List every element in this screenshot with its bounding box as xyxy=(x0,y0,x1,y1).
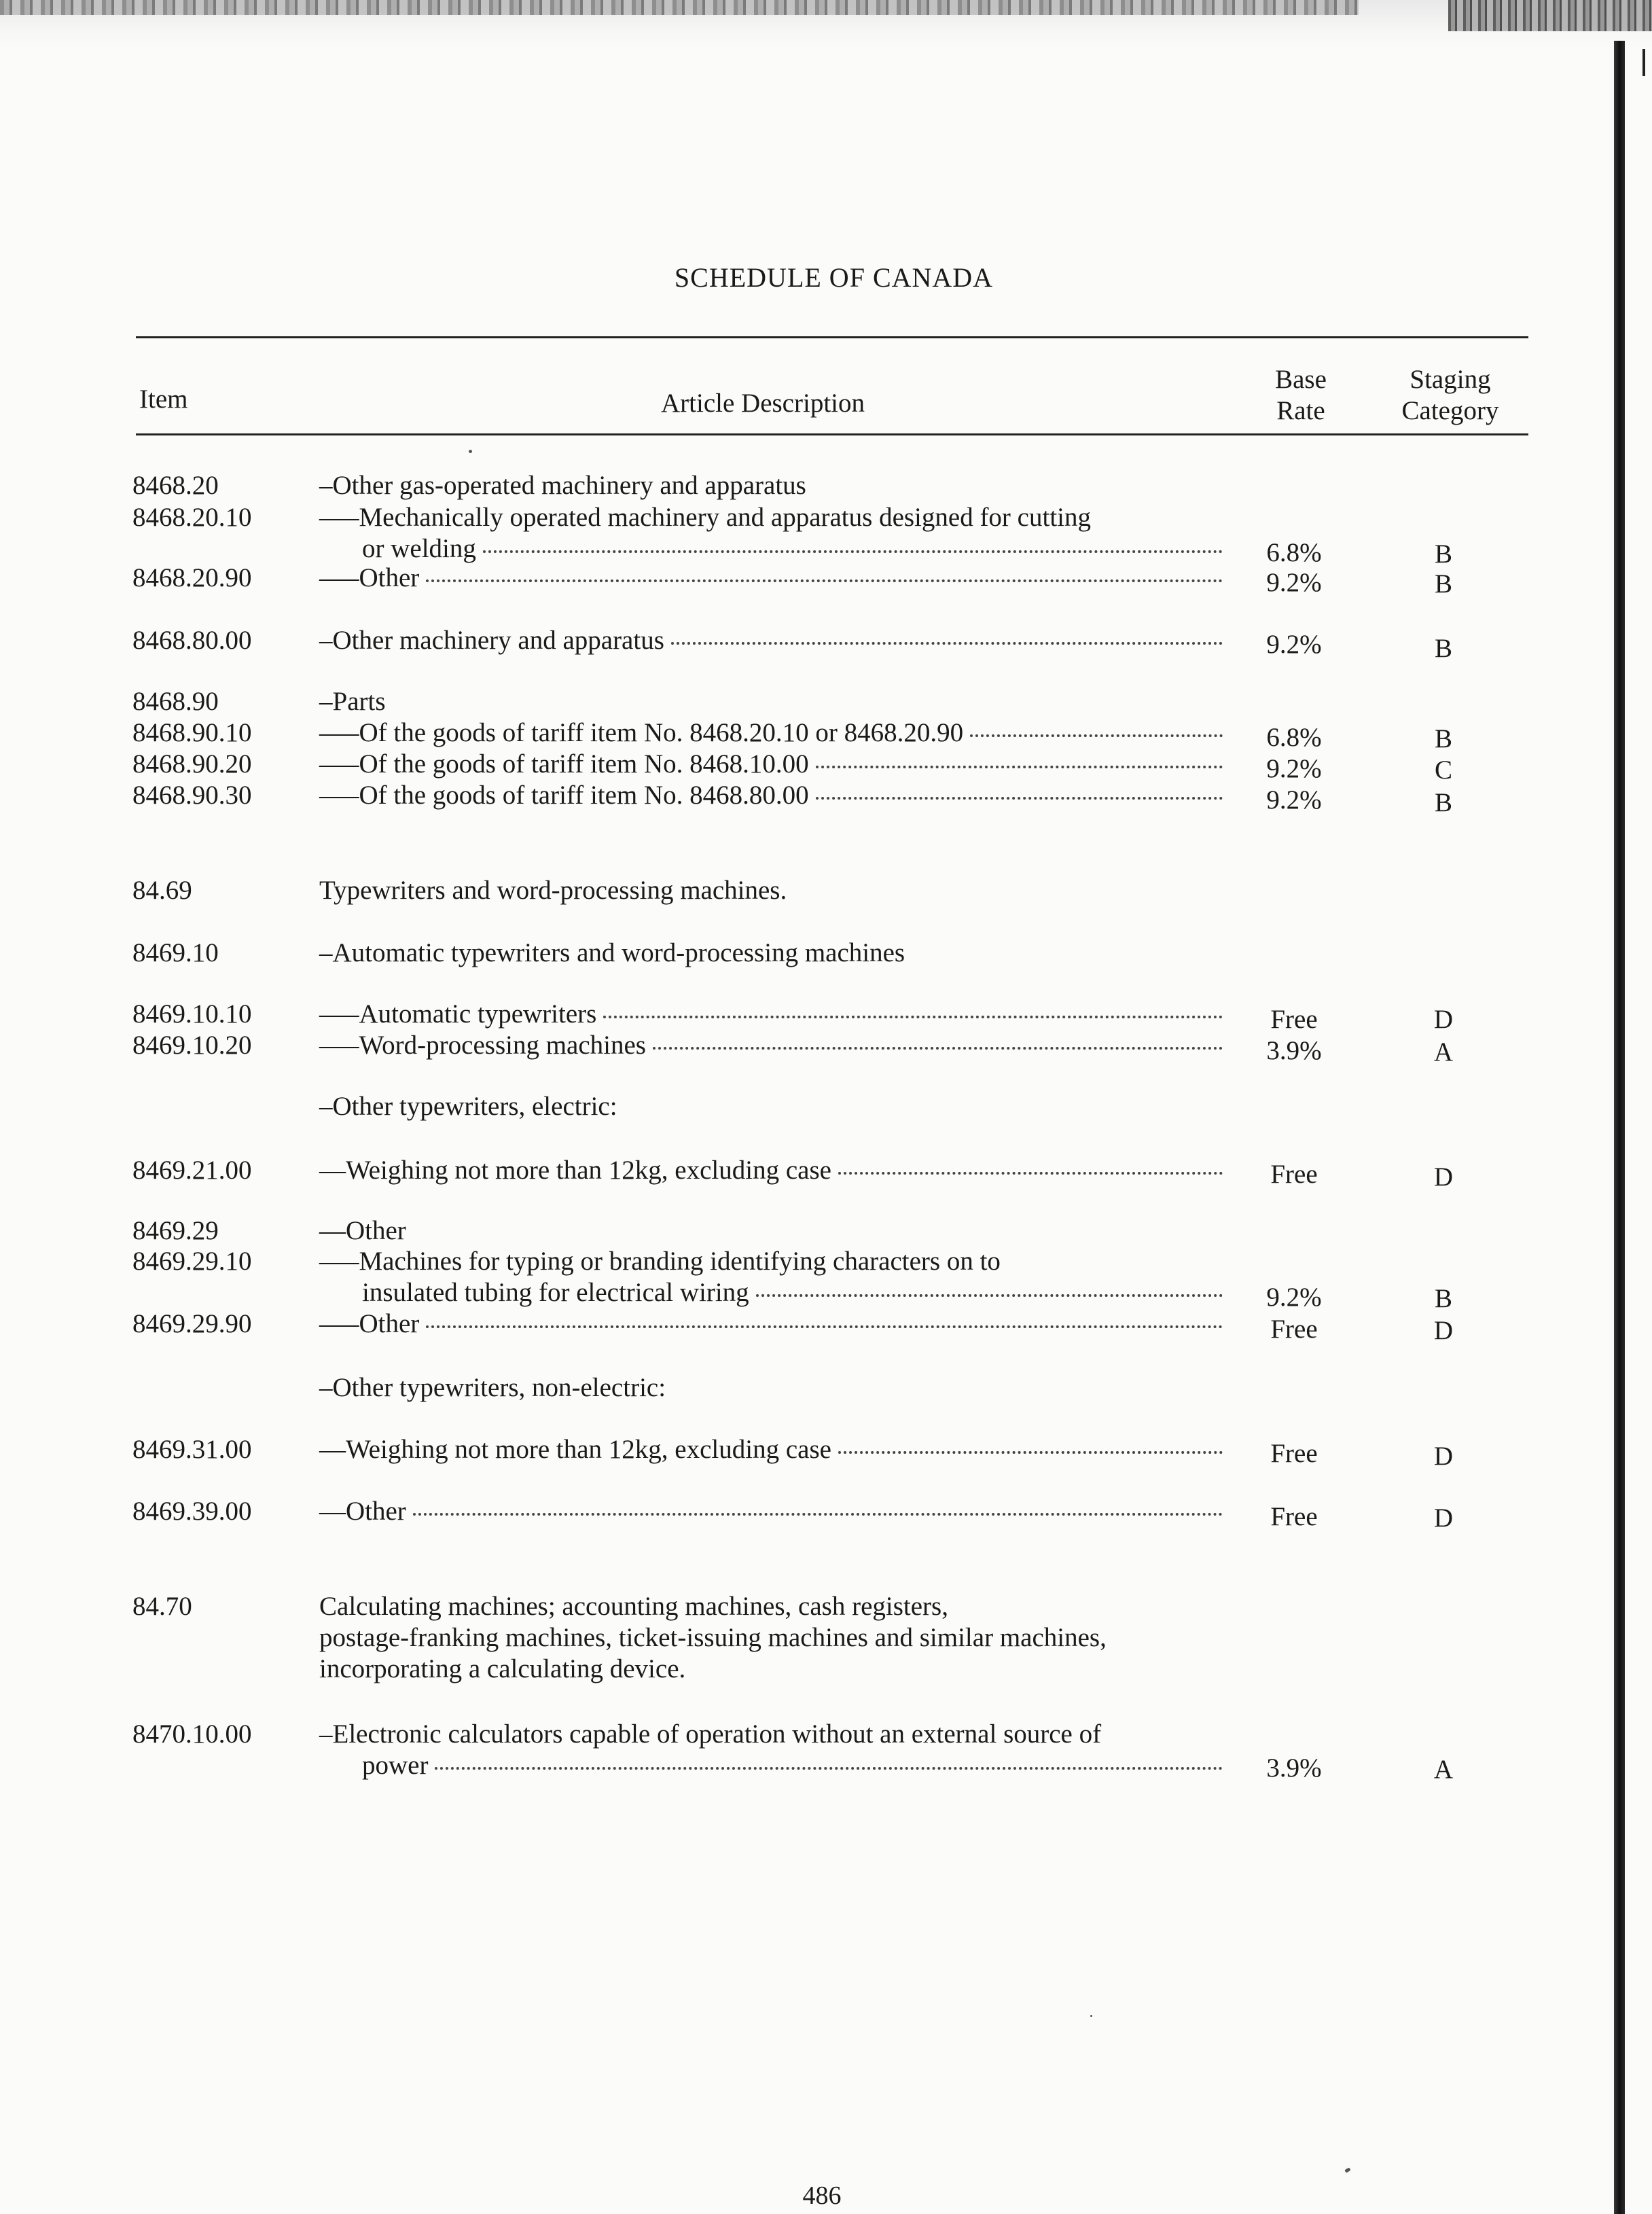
staging-category: B xyxy=(1434,569,1452,599)
description-line: ––Other xyxy=(319,1216,406,1245)
description-line: ––Weighing not more than 12kg, excluding case xyxy=(319,1435,831,1464)
staging-line1: Staging xyxy=(1409,365,1491,394)
item-code: 8468.20 xyxy=(132,471,219,500)
item-code: 8468.90.10 xyxy=(132,718,252,747)
base-rate: Free xyxy=(1270,1502,1318,1531)
article-description xyxy=(319,1091,1223,1122)
description-line: –––Of the goods of tariff item No. 8468.10.00 xyxy=(319,749,809,779)
item-code: 8470.10.00 xyxy=(132,1719,252,1749)
article-description xyxy=(319,1719,1223,1781)
item-code: 8469.10.20 xyxy=(132,1031,252,1060)
page-number: 486 xyxy=(802,2181,842,2210)
description-line: –––Of the goods of tariff item No. 8468.20.10 or 8468.20.90 xyxy=(319,718,964,747)
base-rate: Free xyxy=(1270,1439,1318,1468)
dot-leader xyxy=(970,732,1223,737)
staging-category: B xyxy=(1434,539,1452,569)
base-rate-line1: Base xyxy=(1275,365,1327,394)
staging-category: D xyxy=(1433,1442,1454,1471)
description-line: –Other gas-operated machinery and apparatus xyxy=(319,471,806,500)
article-description xyxy=(319,749,1223,780)
article-description xyxy=(319,502,1223,565)
item-code: 8469.29.10 xyxy=(132,1247,252,1276)
base-rate: 9.2% xyxy=(1266,785,1322,815)
article-description xyxy=(319,1372,1223,1404)
item-code: 8468.90.20 xyxy=(132,749,252,779)
base-rate: 9.2% xyxy=(1266,568,1322,597)
staging-category: A xyxy=(1433,1037,1454,1067)
dot-leader xyxy=(483,548,1223,553)
description-line: –––Mechanically operated machinery and apparatus designed for cutting xyxy=(319,503,1091,532)
description-line: –––Of the goods of tariff item No. 8468.80.00 xyxy=(319,781,809,810)
description-line: –––Machines for typing or branding identifying characters on to xyxy=(319,1247,1001,1276)
description-line: ––Other xyxy=(319,1497,406,1526)
article-description xyxy=(319,625,1223,656)
article-description xyxy=(319,1496,1223,1527)
article-description xyxy=(319,1030,1223,1061)
dot-leader xyxy=(838,1169,1223,1175)
item-code: 8468.90.30 xyxy=(132,781,252,810)
dot-leader xyxy=(838,1448,1223,1454)
article-description xyxy=(319,1591,1223,1685)
dot-leader xyxy=(426,1323,1223,1328)
base-rate: Free xyxy=(1270,1005,1318,1034)
description-line: or welding xyxy=(362,534,476,563)
dot-leader xyxy=(671,639,1223,645)
article-description xyxy=(319,686,1223,717)
article-description xyxy=(319,1155,1223,1186)
article-description xyxy=(319,875,1223,906)
description-line: power xyxy=(362,1751,429,1780)
description-line: –Parts xyxy=(319,687,386,716)
item-code: 8469.31.00 xyxy=(132,1435,252,1464)
article-description xyxy=(319,999,1223,1030)
dot-leader xyxy=(603,1013,1223,1018)
staging-category: D xyxy=(1433,1162,1454,1192)
item-code: 8469.29.90 xyxy=(132,1309,252,1338)
dot-leader xyxy=(816,763,1223,768)
item-code: 8468.90 xyxy=(132,687,219,716)
base-rate: Free xyxy=(1270,1160,1318,1189)
article-description xyxy=(319,938,1223,969)
description-line: –Automatic typewriters and word-processing machines xyxy=(319,938,905,967)
base-rate: 3.9% xyxy=(1266,1753,1322,1783)
staging-category: D xyxy=(1433,1005,1454,1034)
base-rate: 3.9% xyxy=(1266,1036,1322,1065)
description-line: Typewriters and word-processing machines. xyxy=(319,876,787,905)
staging-category: D xyxy=(1433,1503,1454,1533)
description-line: incorporating a calculating device. xyxy=(319,1654,686,1683)
base-rate: 9.2% xyxy=(1266,630,1322,659)
article-description xyxy=(319,1434,1223,1465)
dot-leader xyxy=(653,1044,1223,1050)
dot-leader xyxy=(426,577,1223,582)
staging-category: A xyxy=(1433,1755,1454,1784)
staging-category: B xyxy=(1434,634,1452,663)
staging-category: B xyxy=(1434,724,1452,753)
base-rate: 9.2% xyxy=(1266,754,1322,783)
item-code: 8469.39.00 xyxy=(132,1497,252,1526)
description-line: postage-franking machines, ticket-issuing machines and similar machines, xyxy=(319,1623,1107,1652)
item-code: 84.69 xyxy=(132,876,192,905)
description-line: ––Weighing not more than 12kg, excluding case xyxy=(319,1156,831,1185)
base-rate: 6.8% xyxy=(1266,723,1322,752)
staging-category: B xyxy=(1434,788,1452,817)
item-code: 8469.21.00 xyxy=(132,1156,252,1185)
description-line: –Other machinery and apparatus xyxy=(319,626,664,655)
article-description xyxy=(319,1215,1223,1247)
article-description xyxy=(319,717,1223,749)
item-code: 84.70 xyxy=(132,1592,192,1621)
item-code: 8468.20.90 xyxy=(132,563,252,592)
base-rate: Free xyxy=(1270,1315,1318,1344)
description-line: –Other typewriters, electric: xyxy=(319,1092,617,1121)
staging-category: B xyxy=(1434,1284,1452,1313)
dot-leader xyxy=(435,1764,1223,1770)
description-line: Calculating machines; accounting machines, cash registers, xyxy=(319,1592,948,1621)
dot-leader xyxy=(413,1510,1223,1516)
article-description xyxy=(319,470,1223,501)
item-code: 8469.29 xyxy=(132,1216,219,1245)
description-line: –––Word-processing machines xyxy=(319,1031,646,1060)
base-rate: 6.8% xyxy=(1266,538,1322,567)
dot-leader xyxy=(816,794,1223,800)
item-code: 8468.80.00 xyxy=(132,626,252,655)
item-code: 8469.10.10 xyxy=(132,999,252,1029)
description-line: –––Other xyxy=(319,563,420,592)
description-line: –Electronic calculators capable of operation without an external source of xyxy=(319,1719,1102,1749)
description-line: –Other typewriters, non-electric: xyxy=(319,1373,666,1402)
item-code: 8468.20.10 xyxy=(132,503,252,532)
item-code: 8469.10 xyxy=(132,938,219,967)
column-header-description: Article Description xyxy=(661,389,865,418)
description-line: –––Other xyxy=(319,1309,420,1338)
staging-category: C xyxy=(1434,755,1452,785)
article-description xyxy=(319,1308,1223,1340)
description-line: insulated tubing for electrical wiring xyxy=(362,1278,749,1307)
base-rate-line2: Rate xyxy=(1276,396,1325,425)
column-header-item: Item xyxy=(139,385,188,414)
base-rate: 9.2% xyxy=(1266,1283,1322,1312)
page-title: SCHEDULE OF CANADA xyxy=(674,262,994,293)
staging-category: D xyxy=(1433,1316,1454,1345)
description-line: –––Automatic typewriters xyxy=(319,999,597,1029)
article-description xyxy=(319,780,1223,811)
staging-line2: Category xyxy=(1401,396,1499,425)
article-description xyxy=(319,1246,1223,1308)
dot-leader xyxy=(756,1291,1223,1297)
article-description xyxy=(319,563,1223,594)
